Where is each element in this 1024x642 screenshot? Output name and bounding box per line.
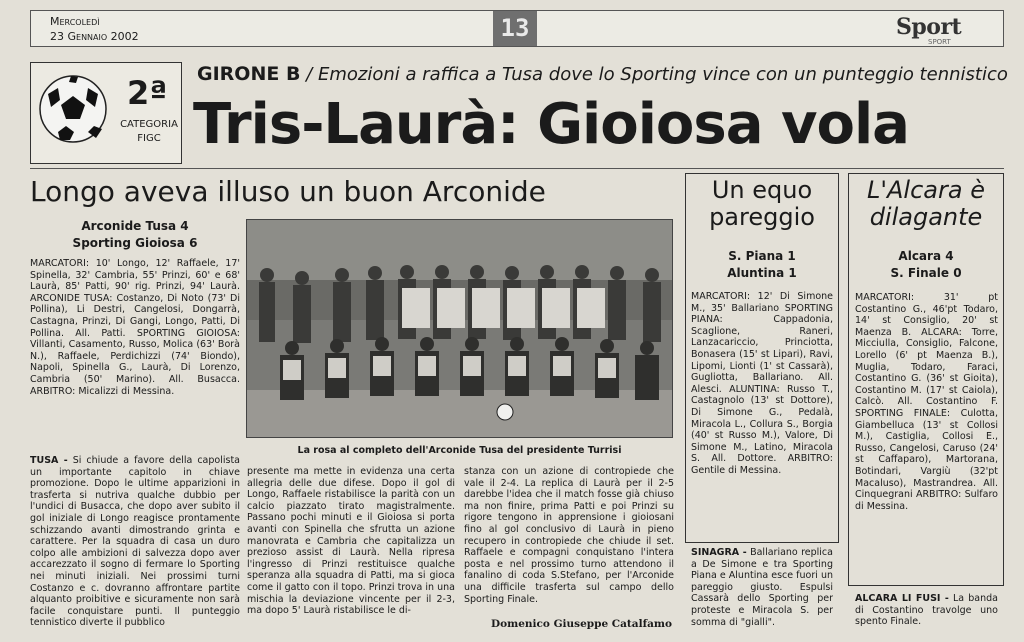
side-1-report	[691, 547, 833, 642]
side-1-title: Un equo pareggio	[709, 176, 815, 231]
kicker-text: / Emozioni a raffica a Tusa dove lo Sporting vince con un punteggio tennistico	[306, 64, 1008, 85]
side-2-report-text: La banda di Costantino travolge uno spento Finale.	[855, 593, 998, 628]
side-2-placeline: ALCARA LI FUSI -	[855, 593, 949, 604]
score-line-away: Sporting Gioiosa 6	[72, 236, 198, 250]
team-photo	[246, 219, 673, 438]
score-line-home: Arconide Tusa 4	[81, 219, 189, 233]
kicker-group: GIRONE B	[197, 63, 301, 85]
byline: Domenico Giuseppe Catalfamo	[491, 618, 673, 630]
side-1-score	[685, 248, 839, 282]
team-photo-image	[247, 220, 673, 438]
category-number: 2ª	[127, 74, 168, 112]
side-2-score-away: S. Finale 0	[890, 266, 962, 280]
article-column-1-text: Si chiude a favore della capolista un importante capitolo in chiave promozione. Dopo le ultime apparizioni in trasferta si nutriva qualche dubbio per l'undici di Busacca, che dopo aver subito il gol iniziale di Longo reagisce prontamente schizzando avanti dimostrando grinta e carattere. Per la squadra di casa un duro colpo alle ambizioni di salvezza dopo aver accarezzato il sogno di fermare lo Sporting nei minuti iniziali. Nei prossimi turni Costanzo e c. dovranno affrontare partite alquanto proibitive e sicuramente non sarà facile conquistare punti. Il punteggio tennistico diverte il pubblico	[30, 455, 240, 629]
side-1-score-away: Aluntina 1	[727, 266, 797, 280]
section-logo: Sport	[896, 14, 962, 40]
side-2-score-home: Alcara 4	[898, 249, 954, 263]
headline: Tris-Laurà: Gioiosa vola	[193, 92, 909, 157]
side-2-lineups: MARCATORI: 31' pt Costantino G., 46'pt Todaro, 14' st Consiglio, 20' st Maenza B. ALCARA: Torre, Micciulla, Consiglio, Falcone, Lorello (6' pt Maenza B.), Muglia, Todaro, Faraci, Costantino G. (36' st Gioita), Costantino M. (17' st Caiola), Calcò. All. Costantino F. SPORTING FINALE: Culotta, Giambelluca (13' st Collosi M.), Castiglia, Collosi E., Russo, Cangelosi, Caruso (24' st Caffaparo), Martorana, Botindari, Vargiù (32'pt Macaluso), Mastrandrea. All. Cinquegrani ARBITRO: Sulfaro di Messina.	[855, 292, 998, 512]
dateline	[50, 14, 139, 44]
article-score	[30, 218, 240, 252]
side-1-placeline: SINAGRA -	[691, 547, 747, 558]
side-2-title: L'Alcara è dilagante	[867, 176, 985, 231]
section-logo-sub: SPORT	[928, 38, 951, 46]
article-column-3: stanza con un azione di contropiede che vale il 2-4. La replica di Laurà per il 2-5 darebbe l'idea che il match fosse già chiuso ma non finire, prima Patti e poi Prinzi su rigore tengono in apprensione i gioiosani fino al gol conclusivo di Laurà in pieno recupero in contropiede che chiude il set. Raffaele e compagni conquistano l'intera posta e nel prossimo turno attendono il fanalino di coda S.Stefano, per l'Arconide una difficile trasferta sul campo dello Sporting Finale.	[464, 466, 674, 605]
weekday: Mercoledì	[50, 15, 100, 28]
article-column-1	[30, 455, 240, 642]
side-1-lineups: MARCATORI: 12' Di Simone M., 35' Ballariano SPORTING PIANA: Cappadonia, Scaglione, Raneri, Lanzacariccio, Princiotta, Bonasera (15' st Lipari), Ravi, Lipomi, Lionti (1' st Cassarà), Gugliotta, Ballariano. All. Alesci. ALUNTINA: Russo T., Castagnolo (13' st Dottore), Di Simone G., Pedalà, Miracola L., Collura S., Borgia (40' st Russo M.), Valore, Di Simone M., Latino, Miracola S. All. Dottore. ARBITRO: Gentile di Messina.	[691, 291, 833, 476]
article-title: Longo aveva illuso un buon Arconide	[30, 175, 546, 208]
article-lineups: MARCATORI: 10' Longo, 12' Raffaele, 17' Spinella, 32' Cambria, 55' Prinzi, 60' e 68' Laurà, 85' Patti, 90' rig. Prinzi, 94' Laurà. ARCONIDE TUSA: Costanzo, Di Noto (73' Di Pollina), Li Destri, Cangelosi, Dongarrà, Castagna, Prinzi, Di Gangi, Longo, Patti, Di Pollina. All. Patti. SPORTING GIOIOSA: Villanti, Casamento, Russo, Molica (63' Borà N.), Raffaele, Perdichizzi (74' Biondo), Napoli, Spinella G., Laurà, Di Lorenzo, Cambria (50' Marino). All. Busacca. ARBITRO: Micalizzi di Messina.	[30, 258, 240, 397]
side-1-report-text: Ballariano replica a De Simone e tra Sporting Piana e Aluntina esce fuori un pareggio giusto. Espulsi Cassarà dello Sporting per proteste e Miracola S. per somma di "gialli".	[691, 547, 833, 628]
article-column-2: presente ma mette in evidenza una certa allegria delle due difese. Dopo il gol di Longo, Raffaele ristabilisce la parità con un calcio piazzato tirato magistralmente. Passano pochi minuti e il Gioiosa si porta avanti con Spinella che sfrutta un azione manovrata e Cambria che capitalizza un prezioso assist di Laurà. Nella ripresa l'ingresso di Prinzi restituisce qualche speranza alla squadra di Patti, ma si gioca come il gatto con il topo. Prinzi trova in una mischia la deviazione vincente per il 2-3, ma dopo 5' Laurà ristabilisce le di-	[247, 466, 455, 617]
divider	[30, 168, 1004, 169]
category-label: CATEGORIA FIGC	[120, 119, 178, 144]
side-2-report	[855, 593, 998, 642]
photo-caption: La rosa al completo dell'Arconide Tusa del presidente Turrisi	[297, 445, 622, 456]
page-number: 13	[493, 11, 537, 46]
kicker	[197, 63, 1008, 85]
football-icon	[38, 74, 108, 144]
date: 23 Gennaio 2002	[50, 30, 139, 43]
article-placeline: TUSA -	[30, 455, 68, 466]
side-2-score	[848, 248, 1004, 282]
side-1-score-home: S. Piana 1	[728, 249, 796, 263]
